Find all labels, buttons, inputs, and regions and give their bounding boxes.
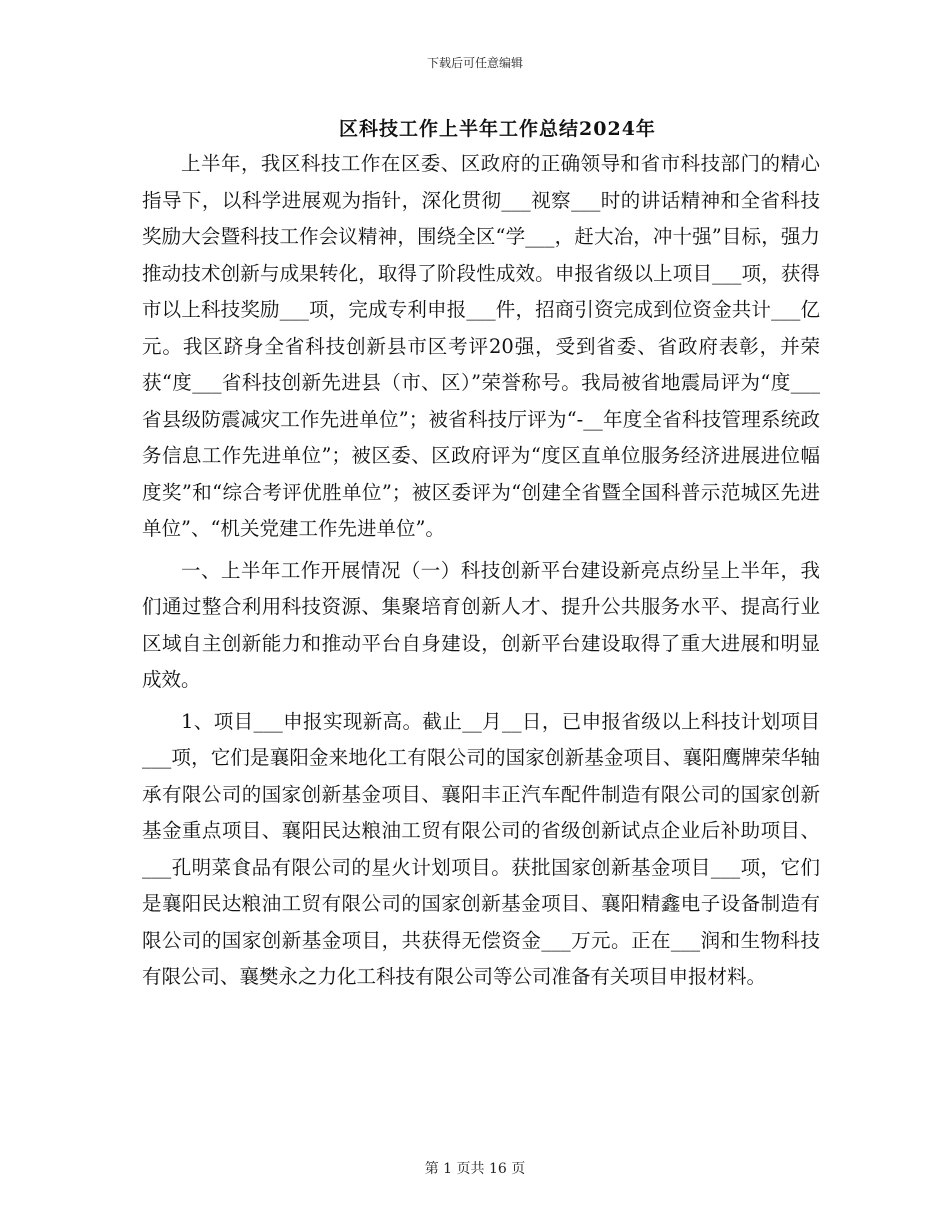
- paragraph: 上半年，我区科技工作在区委、区政府的正确领导和省市科技部门的精心指导下，以科学进展观为指针，深化贯彻___视察___时的讲话精神和全省科技奖励大会暨科技工作会议精神，围绕全区“学___，赶大冶，冲十强”目标，强力推动技术创新与成果转化，取得了阶段性成效。申报省级以上项目___项，获得市以上科技奖励___项，完成专利申报___件，招商引资完成到位资金共计___亿元。我区跻身全省科技创新县市区考评20强，受到省委、省政府表彰，并荣获“度___省科技创新先进县（市、区）”荣誉称号。我局被省地震局评为“度___省县级防震减灾工作先进单位”；被省科技厅评为“-__年度全省科技管理系统政务信息工作先进单位”；被区委、区政府评为“度区直单位服务经济进展进位幅度奖”和“综合考评优胜单位”；被区委评为“创建全省暨全国科普示范城区先进单位”、“机关党建工作先进单位”。: [142, 152, 820, 540]
- document-title: 区科技工作上半年工作总结2024年: [339, 118, 656, 140]
- paragraph: 一、上半年工作开展情况（一）科技创新平台建设新亮点纷呈上半年，我们通过整合利用科技资源、集聚培育创新人才、提升公共服务水平、提高行业区域自主创新能力和推动平台自身建设，创新平台建设取得了重大进展和明显成效。: [142, 558, 820, 691]
- page-header: 下载后可任意编辑: [426, 56, 523, 70]
- page-footer: 第 1 页共 16 页: [424, 1161, 526, 1177]
- paragraph: 1、项目___申报实现新高。截止__月__日，已申报省级以上科技计划项目___项，它们是襄阳金来地化工有限公司的国家创新基金项目、襄阳鹰牌荣华轴承有限公司的国家创新基金项目、襄阳丰正汽车配件制造有限公司的国家创新基金重点项目、襄阳民达粮油工贸有限公司的省级创新试点企业后补助项目、___孔明菜食品有限公司的星火计划项目。获批国家创新基金项目___项，它们是襄阳民达粮油工贸有限公司的国家创新基金项目、襄阳精鑫电子设备制造有限公司的国家创新基金项目，共获得无偿资金___万元。正在___润和生物科技有限公司、襄樊永之力化工科技有限公司等公司准备有关项目申报材料。: [142, 709, 820, 988]
- document-body: [142, 146, 820, 1001]
